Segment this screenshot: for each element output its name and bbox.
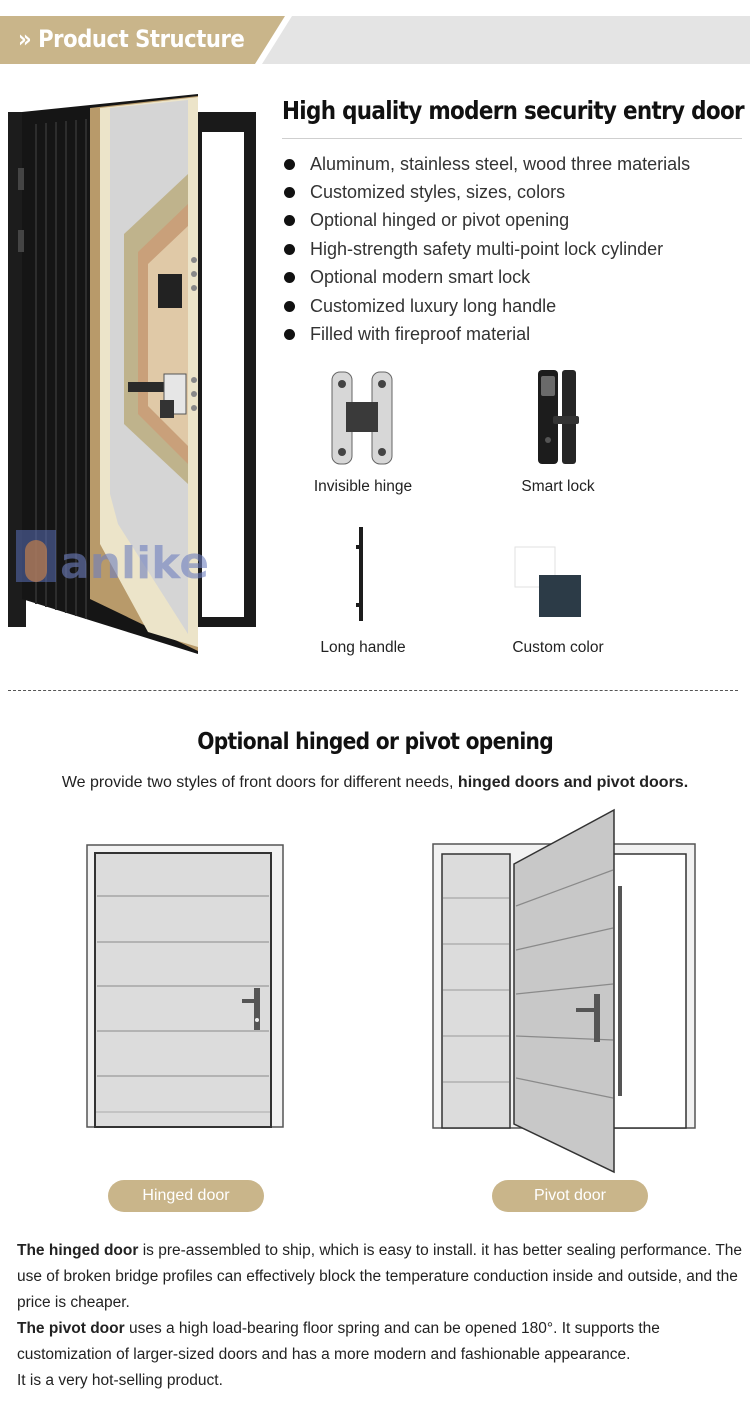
banner-title: » Product Structure	[18, 25, 245, 53]
accessory-label: Invisible hinge	[313, 478, 413, 495]
opening-title: Optional hinged or pivot opening	[197, 729, 553, 755]
bullet-icon	[284, 244, 295, 255]
section-divider	[8, 690, 738, 691]
door-structure-illustration	[8, 94, 258, 660]
long-handle-icon	[288, 523, 438, 633]
accessory-invisible-hinge	[288, 362, 438, 496]
bullet-icon	[284, 159, 295, 170]
closing-note: It is a very hot-selling product.	[17, 1372, 223, 1389]
hinged-door-label: Hinged door	[108, 1180, 264, 1212]
smart-lock-icon	[483, 362, 633, 472]
hinge-icon	[288, 362, 438, 472]
accessory-smart-lock	[483, 362, 633, 496]
feature-list	[284, 150, 690, 349]
bullet-icon	[284, 272, 295, 283]
pivot-door-drawing	[430, 808, 700, 1174]
accessory-custom-color	[483, 523, 633, 657]
accessory-label: Custom color	[512, 639, 604, 656]
pivot-description: The pivot door uses a high load-bearing floor spring and can be opened 180°. It supports the customization of larger-sized doors and has a more modern and fashionable appearance.	[17, 1320, 660, 1363]
color-swatch-icon	[483, 523, 633, 633]
accessory-label: Long handle	[320, 639, 406, 656]
feature-item: Aluminum, stainless steel, wood three materials	[284, 150, 690, 178]
feature-item: Optional hinged or pivot opening	[284, 207, 690, 235]
structure-title: High quality modern security entry door	[282, 96, 744, 125]
banner-grey-band	[262, 16, 750, 64]
hinged-door-drawing	[86, 844, 286, 1130]
pivot-door-label: Pivot door	[492, 1180, 648, 1212]
double-chevron-icon: »	[18, 25, 32, 53]
bullet-icon	[284, 215, 295, 226]
feature-item: Customized luxury long handle	[284, 292, 690, 320]
feature-item: Optional modern smart lock	[284, 264, 690, 292]
accessory-long-handle	[288, 523, 438, 657]
accessory-label: Smart lock	[521, 478, 595, 495]
hinged-description: The hinged door is pre-assembled to ship, which is easy to install. it has better sealing performance. The use of broken bridge profiles can effectively block the temperature conduction inside and outside, and the price is cheaper.	[17, 1242, 743, 1311]
bullet-icon	[284, 301, 295, 312]
feature-item: Customized styles, sizes, colors	[284, 178, 690, 206]
bullet-icon	[284, 329, 295, 340]
feature-item: Filled with fireproof material	[284, 320, 690, 348]
title-divider	[282, 138, 742, 139]
bullet-icon	[284, 187, 295, 198]
section-banner	[0, 16, 750, 64]
door-description	[17, 1238, 747, 1394]
feature-item: High-strength safety multi-point lock cylinder	[284, 235, 690, 263]
opening-subtitle: We provide two styles of front doors for different needs, hinged doors and pivot doors.	[61, 774, 689, 791]
brand-watermark: anlike	[60, 538, 210, 589]
